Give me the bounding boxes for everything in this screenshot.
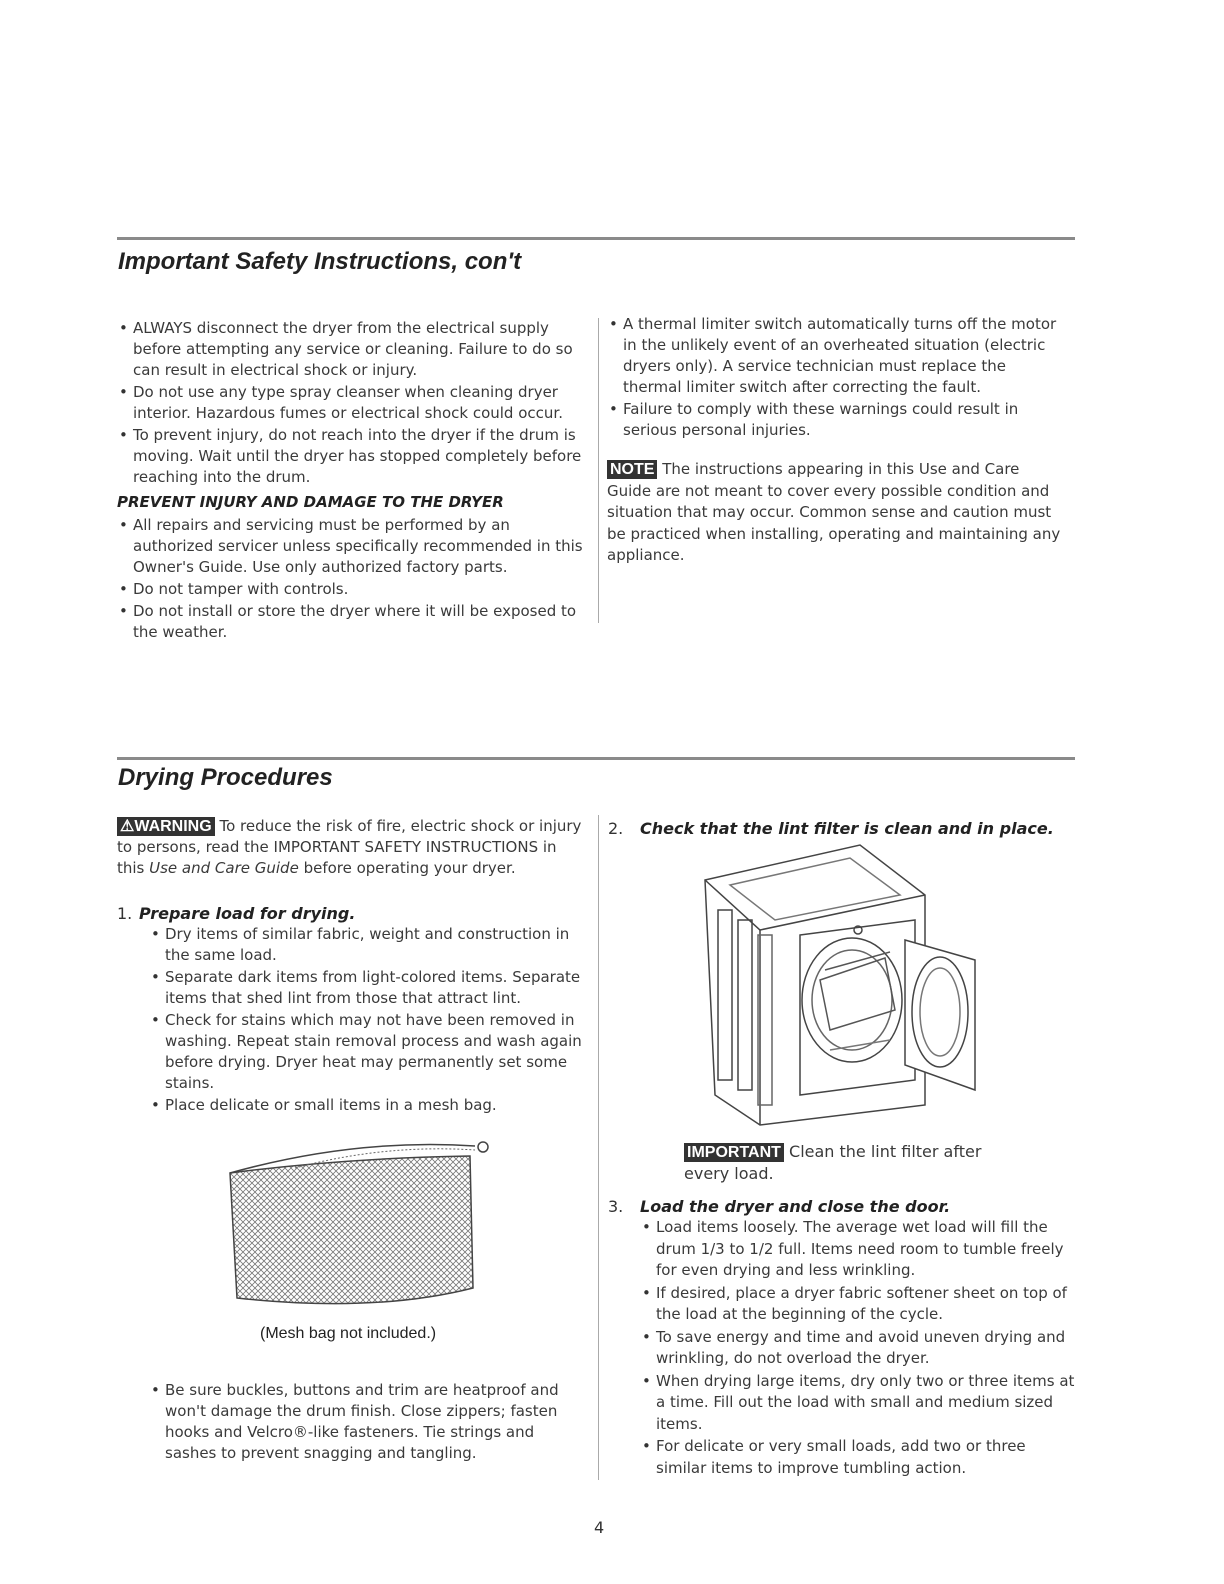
important-badge: IMPORTANT (684, 1143, 784, 1162)
list-item: • Do not tamper with controls. (117, 579, 587, 600)
safety-subheading: PREVENT INJURY AND DAMAGE TO THE DRYER (117, 493, 504, 511)
list-item: • Separate dark items from light-colored items. Separate items that shed lint from those that attract lint. (149, 967, 585, 1009)
warning-block: ⚠WARNING To reduce the risk of fire, electric shock or injury to persons, read the IMPORTANT SAFETY INSTRUCTIONS in this Use and Care Guide before operating your dryer. (117, 817, 582, 877)
list-item: • A thermal limiter switch automatically turns off the motor in the unlikely event of an overheated situation (electric dryers only). A service technician must replace the thermal limiter switch after correcting the fault. (607, 314, 1067, 398)
safety-left-column (117, 318, 587, 644)
section-divider-top (117, 237, 1075, 240)
step-title: Check that the lint filter is clean and in place. (640, 819, 1054, 838)
warning-badge: ⚠WARNING (117, 817, 215, 836)
note-badge: NOTE (607, 460, 657, 479)
note-text: The instructions appearing in this Use and Care Guide are not meant to cover every possible condition and situation that may occur. Common sense and caution must be practiced when installing, operating and maintaining any appliance. (607, 460, 1061, 564)
step-number: 3. (608, 1197, 624, 1216)
section-title-safety: Important Safety Instructions, con't (118, 248, 522, 275)
important-block (684, 1141, 1004, 1185)
list-item: • ALWAYS disconnect the dryer from the electrical supply before attempting any service or cleaning. Failure to do so can result in electrical shock or injury. (117, 318, 587, 381)
drying-left-column (117, 816, 585, 1117)
step-number: 2. (608, 819, 624, 838)
column-divider-bottom (598, 815, 599, 1480)
step-1-heading (117, 903, 585, 924)
drying-left-column-continued (149, 1380, 579, 1465)
list-item: • For delicate or very small loads, add two or three similar items to improve tumbling action. (640, 1436, 1078, 1479)
list-item: • Do not use any type spray cleanser when cleaning dryer interior. Hazardous fumes or electrical shock could occur. (117, 382, 587, 424)
step-1-bullets-after (149, 1380, 579, 1464)
warning-triangle-icon: ⚠ (120, 818, 135, 835)
page-number: 4 (594, 1518, 605, 1537)
list-item: • To prevent injury, do not reach into the dryer if the drum is moving. Wait until the dryer has stopped completely before reaching into the drum. (117, 425, 587, 488)
step-number: 1. (117, 904, 133, 923)
step-3-block (608, 1194, 1078, 1480)
list-item: • Dry items of similar fabric, weight and construction in the same load. (149, 924, 585, 966)
step-2-heading (608, 818, 1078, 839)
section-divider-bottom (117, 757, 1075, 760)
safety-bullets-right (607, 314, 1067, 441)
drying-right-column (608, 816, 1078, 839)
list-item: • Be sure buckles, buttons and trim are heatproof and won't damage the drum finish. Close zippers; fasten hooks and Velcro®-like fasteners. Tie strings and sashes to prevent snagging and tangling. (149, 1380, 579, 1464)
mesh-bag-illustration (225, 1138, 500, 1313)
list-item: • Failure to comply with these warnings could result in serious personal injuries. (607, 399, 1067, 441)
list-item: • Load items loosely. The average wet load will fill the drum 1/3 to 1/2 full. Items need room to tumble freely for even drying and less wrinkling. (640, 1217, 1078, 1282)
list-item: • To save energy and time and avoid uneven drying and wrinkling, do not overload the dryer. (640, 1327, 1078, 1370)
note-block (607, 459, 1067, 567)
safety-right-column (607, 314, 1067, 567)
step-3-bullets (640, 1217, 1078, 1479)
safety-bullets-b (117, 515, 587, 643)
step-3-heading (608, 1196, 1078, 1217)
safety-bullets-a (117, 318, 587, 488)
list-item: • If desired, place a dryer fabric softener sheet on top of the load at the beginning of the cycle. (640, 1283, 1078, 1326)
list-item: • Place delicate or small items in a mesh bag. (149, 1095, 585, 1116)
list-item: • When drying large items, dry only two or three items at a time. Fill out the load with small and medium sized items. (640, 1371, 1078, 1436)
list-item: • Do not install or store the dryer where it will be exposed to the weather. (117, 601, 587, 643)
step-title: Load the dryer and close the door. (640, 1197, 951, 1216)
important-text: Clean the lint filter after every load. (684, 1142, 982, 1183)
dryer-illustration (700, 840, 985, 1130)
step-1-bullets (149, 924, 585, 1116)
list-item: • All repairs and servicing must be performed by an authorized servicer unless specifically recommended in this Owner's Guide. Use only authorized factory parts. (117, 515, 587, 578)
column-divider-top (598, 318, 599, 623)
section-title-drying: Drying Procedures (118, 764, 333, 791)
step-title: Prepare load for drying. (139, 904, 356, 923)
list-item: • Check for stains which may not have been removed in washing. Repeat stain removal process and wash again before drying. Dryer heat may permanently set some stains. (149, 1010, 585, 1094)
mesh-bag-caption: (Mesh bag not included.) (260, 1325, 437, 1342)
